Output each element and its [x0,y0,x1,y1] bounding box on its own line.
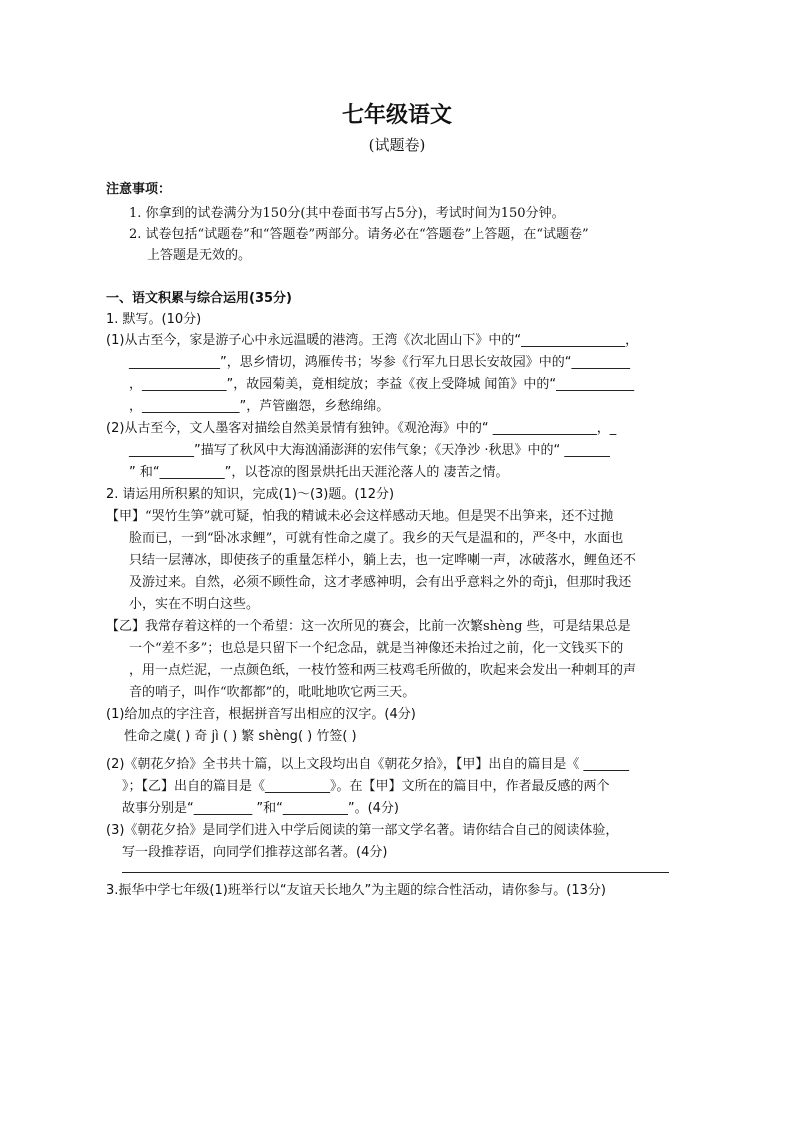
notice-item-2a: 2. 试卷包括“试题卷”和“答题卷”两部分。请务必在“答题卷”上答题，在“试题卷” [129,227,589,242]
notice-heading: 注意事项： [106,182,172,197]
q2-title: 2. 请运用所积累的知识，完成(1)～(3)题。(12分) [106,487,395,502]
passage-jia-line4: 及游过来。自然，必须不顾性命，这才孝感神明，会有出乎意料之外的奇jì，但那时我还 [129,575,632,590]
q2-sub1-items: 性命之虞( ) 奇 jì ( ) 繁 shèng( ) 竹签( ) [124,729,357,744]
q1-part2-line2: __________”描写了秋风中大海汹涌澎湃的宏伟气象；《天净沙 ·秋思》中的“ _______ [129,443,610,458]
answer-line [122,872,669,873]
q2-sub1-title: (1)给加点的字注音，根据拼音写出相应的汉字。(4分) [106,707,416,722]
section1-heading: 一、语文积累与综合运用(35分) [106,291,292,306]
q2-sub2-line1: (2)《朝花夕拾》全书共十篇，以上文段均出自《朝花夕拾》，【甲】出自的篇目是《 _______ [106,757,630,772]
q1-part1-line3: ，_____________”，故园菊美，竟相绽放；李益《夜上受降城 闻笛》中的“____________ [129,377,635,392]
q2-sub2-line2: 》；【乙】出自的篇目是《__________》。在【甲】文所在的篇目中，作者最反感的两个 [122,779,610,794]
q1-title: 1. 默写。(10分) [106,312,202,327]
passage-jia-line3: 只结一层薄冰，即使孩子的重量怎样小，躺上去，也一定哗喇一声，冰破落水，鲤鱼还不 [129,553,637,568]
q1-part2-line1: (2)从古至今，文人墨客对描绘自然美景情有独钟。《观沧海》中的“ ________________，_ [106,421,617,436]
notice-item-2b: 上答题是无效的。 [147,248,252,263]
q1-part1-line4: ，_______________”，芦管幽怨，乡愁绵绵。 [129,399,390,414]
q3-title: 3.振华中学七年级(1)班举行以“友谊天长地久”为主题的综合性活动，请你参与。(13分) [106,883,606,898]
page-subtitle: (试题卷) [368,136,426,154]
q2-sub3-line2: 写一段推荐语，向同学们推荐这部名著。(4分) [122,845,388,860]
q2-sub3-line1: (3)《朝花夕拾》是同学们进入中学后阅读的第一部文学名著。请你结合自己的阅读体验， [106,823,619,838]
passage-yi-line3: ，用一点烂泥，一点颜色纸，一枝竹签和两三枝鸡毛所做的，吹起来会发出一种刺耳的声 [129,663,637,678]
page-title: 七年级语文 [341,103,452,128]
q1-part1-line2: ______________”，思乡情切，鸿雁传书；岑参《行军九日思长安故园》中的“_________ [129,355,630,370]
passage-yi-line2: 一个“差不多”；也总是只留下一个纪念品，就是当神像还未抬过之前，化一文钱买下的 [129,641,624,656]
q1-part1-line1: (1)从古至今，家是游子心中永远温暖的港湾。王湾《次北固山下》中的“________________， [106,333,639,348]
passage-yi-line1: 【乙】我常存着这样的一个希望：这一次所见的赛会，比前一次繁shèng 些，可是结果总是 [106,619,631,634]
notice-item-1: 1. 你拿到的试卷满分为150分(其中卷面书写占5分)，考试时间为150分钟。 [129,206,565,221]
q2-sub2-line3: 故事分别是“_________ ”和“__________”。(4分) [122,801,399,816]
q1-part2-line3: ” 和“__________”，以苍凉的图景烘托出天涯沦落人的 凄苦之情。 [129,465,509,480]
passage-jia-line2: 脸而已，一到“卧冰求鲤”，可就有性命之虞了。我乡的天气是温和的，严冬中，水面也 [129,531,624,546]
passage-yi-line4: 音的哨子，叫作“吹都都”的，吡吡地吹它两三天。 [129,685,416,700]
passage-jia-line5: 小，实在不明白这些。 [129,597,260,612]
passage-jia-line1: 【甲】“哭竹生笋”就可疑，怕我的精诚未必会这样感动天地。但是哭不出笋来，还不过抛 [106,509,614,524]
